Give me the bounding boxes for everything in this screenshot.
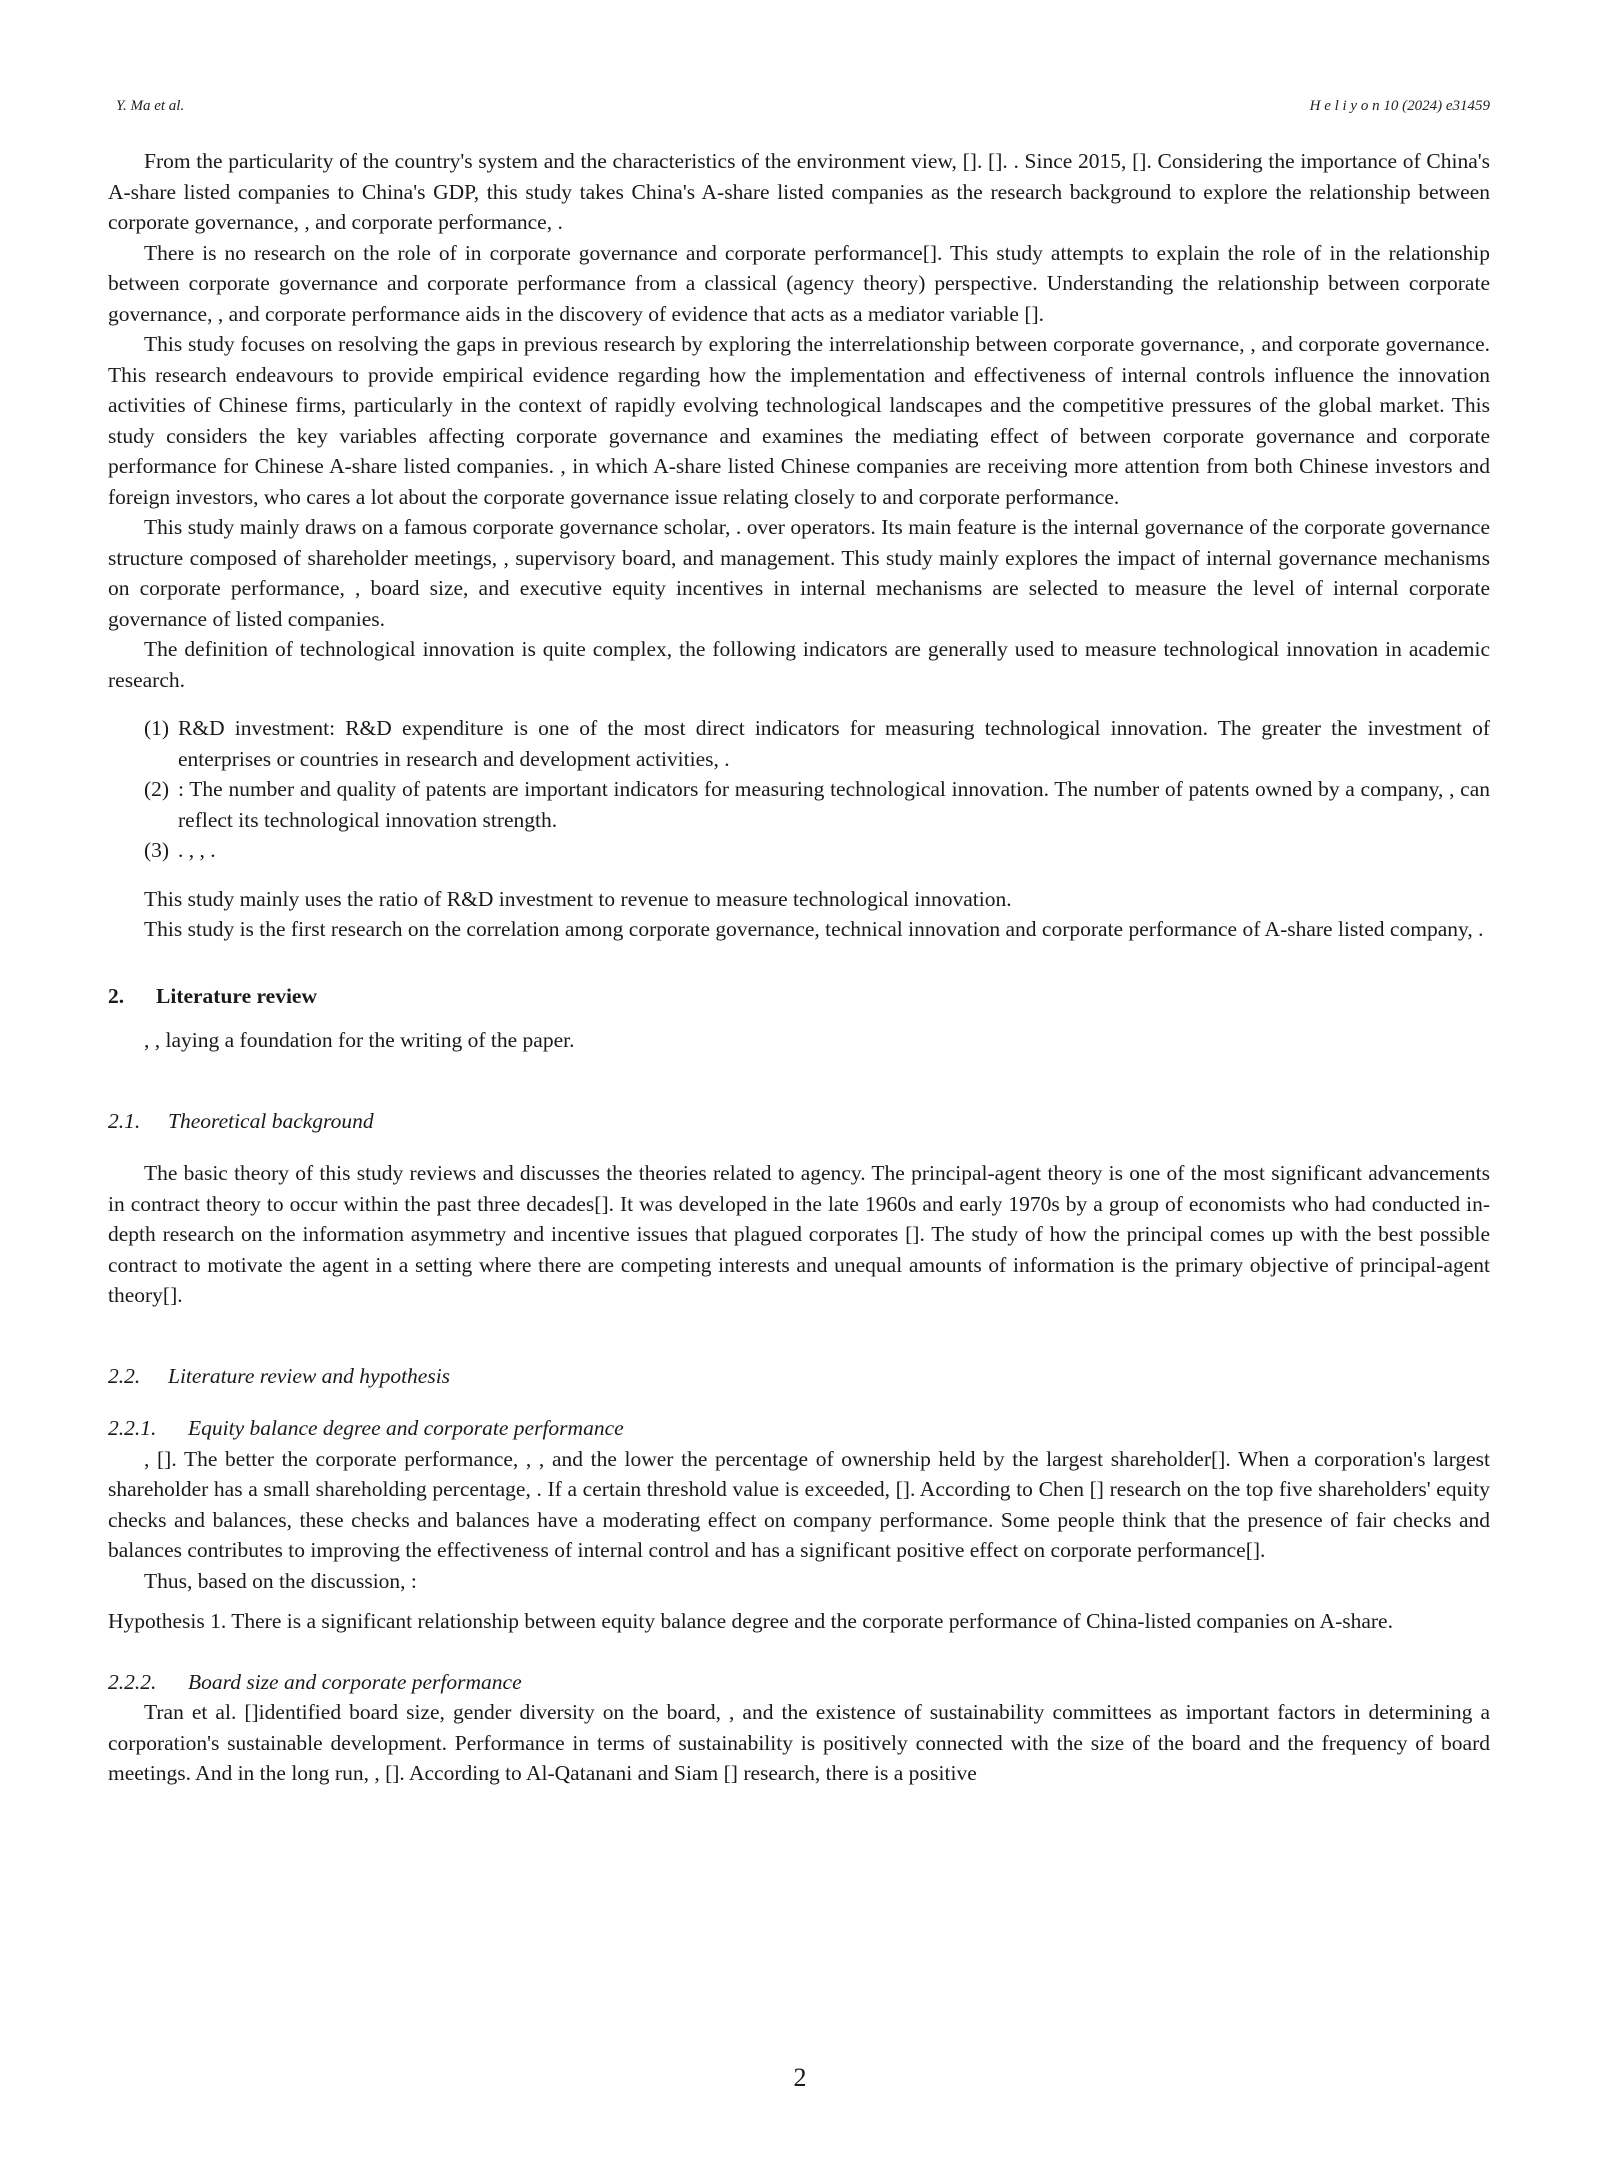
list-item bbox=[108, 835, 1490, 866]
article-body bbox=[108, 146, 1490, 1789]
body-paragraph: The basic theory of this study reviews and discusses the theories related to agency. The principal-agent theory is one of the most significant advancements in contract theory to occur within the past three decades[]. It was developed in the late 1960s and early 1970s by a group of economists who had conducted in-depth research on the information asymmetry and incentive issues that plagued corporates []. The study of how the principal comes up with the best possible contract to motivate the agent in a setting where there are competing interests and unequal amounts of information is the primary objective of principal-agent theory[]. bbox=[108, 1161, 1490, 1307]
list-item bbox=[108, 774, 1490, 835]
subsection-title: Theoretical background bbox=[168, 1108, 374, 1133]
indicator-list bbox=[108, 713, 1490, 866]
list-item-number: (2) bbox=[144, 777, 170, 801]
body-paragraph: Tran et al. []identified board size, gender diversity on the board, , and the existence of sustainability committees as important factors in determining a corporation's sustainable development. Performance in terms of sustainability is positively connected with the size of the board and the frequency of board meetings. And in the long run, , []. According to Al-Qatanani and Siam [] research, there is a positive bbox=[108, 1700, 1490, 1785]
body-paragraph: From the particularity of the country's system and the characteristics of the environment view, []. []. . Since 2015, []. Considering the importance of China's A-share listed companies to China's GDP, this study takes China's A-share listed companies as the research background to explore the relationship between corporate governance, , and corporate performance, . bbox=[108, 149, 1490, 234]
body-paragraph: There is no research on the role of in corporate governance and corporate performance[]. This study attempts to explain the role of in the relationship between corporate governance and corporate performance from a classical (agency theory) perspective. Understanding the relationship between corporate governance, , and corporate performance aids in the discovery of evidence that acts as a mediator variable []. bbox=[108, 240, 1490, 326]
subsection-heading bbox=[108, 1361, 1490, 1392]
subsubsection-number: 2.2.1. bbox=[108, 1416, 157, 1440]
section-title: Literature review bbox=[156, 983, 317, 1008]
list-item-number: (3) bbox=[144, 838, 170, 862]
body-paragraph: This study mainly uses the ratio of R&D investment to revenue to measure technological innovation. bbox=[144, 886, 1012, 911]
subsection-number: 2.2. bbox=[108, 1363, 141, 1388]
subsubsection-heading bbox=[108, 1667, 1490, 1698]
subsection-heading bbox=[108, 1106, 1490, 1137]
section-heading bbox=[108, 981, 1490, 1012]
body-paragraph: The definition of technological innovation is quite complex, the following indicators are generally used to measure technological innovation in academic research. bbox=[108, 637, 1490, 692]
body-paragraph: Thus, based on the discussion, : bbox=[144, 1568, 417, 1593]
list-item bbox=[108, 713, 1490, 774]
subsubsection-heading bbox=[108, 1413, 1490, 1444]
body-paragraph: , []. The better the corporate performance, , , and the lower the percentage of ownership held by the largest shareholder[]. When a corporation's largest shareholder has a small shareholding percentage, . If a certain threshold value is exceeded, []. According to Chen [] research on the top five shareholders' equity checks and balances, these checks and balances have a moderating effect on company performance. Some people think that the presence of fair checks and balances contributes to improving the effectiveness of internal control and has a significant positive effect on corporate performance[]. bbox=[108, 1446, 1490, 1562]
running-head bbox=[116, 98, 1490, 120]
subsubsection-number: 2.2.2. bbox=[108, 1669, 157, 1694]
list-item-number: (1) bbox=[144, 716, 170, 740]
body-paragraph: This study focuses on resolving the gaps in previous research by exploring the interrelationship between corporate governance, , and corporate governance. This research endeavours to provide empirical evidence regarding how the implementation and effectiveness of internal controls influence the innovation activities of Chinese firms, particularly in the context of rapidly evolving technological landscapes and the competitive pressures of the global market. This study considers the key variables affecting corporate governance and examines the mediating effect of between corporate governance and corporate performance for Chinese A-share listed companies. , in which A-share listed Chinese companies are receiving more attention from both Chinese investors and foreign investors, who cares a lot about the corporate governance issue relating closely to and corporate performance. bbox=[108, 332, 1490, 509]
running-head-authors: Y. Ma et al. bbox=[116, 98, 185, 114]
subsection-title: Literature review and hypothesis bbox=[168, 1363, 451, 1388]
body-paragraph: This study mainly draws on a famous corporate governance scholar, . over operators. Its main feature is the internal governance of the corporate governance structure composed of shareholder meetings, , supervisory board, and management. This study mainly explores the impact of internal governance mechanisms on corporate performance, , board size, and executive equity incentives in internal mechanisms are selected to measure the level of internal corporate governance of listed companies. bbox=[108, 515, 1490, 631]
running-head-journal: H e l i y o n 10 (2024) e31459 bbox=[1309, 98, 1490, 114]
subsubsection-title: Board size and corporate performance bbox=[188, 1669, 522, 1694]
section-number: 2. bbox=[108, 983, 125, 1008]
hypothesis: Hypothesis 1. There is a significant relationship between equity balance degree and the corporate performance of China-listed companies on A-share. bbox=[108, 1609, 1393, 1633]
list-item-text: : The number and quality of patents are important indicators for measuring technological innovation. The number of patents owned by a company, , can reflect its technological innovation strength. bbox=[178, 777, 1490, 832]
list-item-text: R&D investment: R&D expenditure is one of the most direct indicators for measuring technological innovation. The greater the investment of enterprises or countries in research and development activities, . bbox=[178, 716, 1490, 771]
subsubsection-title: Equity balance degree and corporate performance bbox=[188, 1416, 624, 1440]
subsection-number: 2.1. bbox=[108, 1108, 141, 1133]
list-item-text: . , , . bbox=[178, 838, 216, 862]
body-paragraph: This study is the first research on the correlation among corporate governance, technical innovation and corporate performance of A-share listed company, . bbox=[144, 917, 1484, 941]
page-number: 2 bbox=[793, 2063, 807, 2092]
body-paragraph: , , laying a foundation for the writing of the paper. bbox=[144, 1028, 575, 1052]
